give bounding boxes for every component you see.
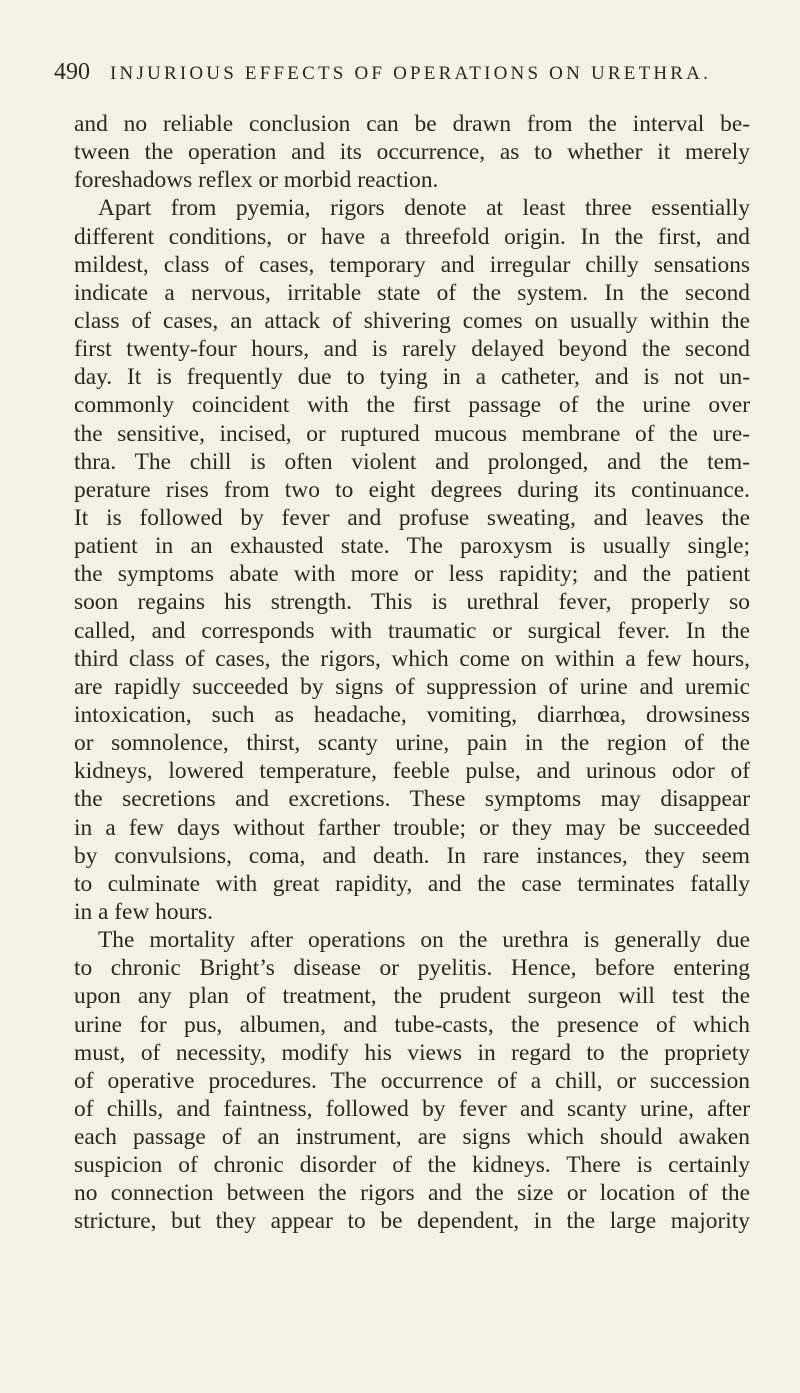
text-line: each passage of an instrument, are signs which should awaken [74,1124,750,1151]
text-line: the symptoms abate with more or less rapidity; and the patient [74,561,750,588]
text-line: day. It is frequently due to tying in a catheter, and is not un- [74,364,750,391]
running-title: INJURIOUS EFFECTS OF OPERATIONS ON URETHRA. [110,63,712,84]
text-line: perature rises from two to eight degrees during its continuance. [74,476,750,503]
text-line: foreshadows reflex or morbid reaction. [74,167,439,194]
text-line: by convulsions, coma, and death. In rare instances, they seem [74,842,750,869]
text-line: to culminate with great rapidity, and the case terminates fatally [74,870,750,897]
text-line: soon regains his strength. This is urethral fever, properly so [74,589,750,616]
text-line: the secretions and excretions. These symptoms may disappear [74,786,750,813]
text-line: stricture, but they appear to be dependent, in the large majority [74,1208,750,1235]
text-line: class of cases, an attack of shivering comes on usually within the [74,307,750,334]
text-line: indicate a nervous, irritable state of the system. In the second [74,279,750,306]
text-line: called, and corresponds with traumatic or surgical fever. In the [74,617,750,644]
text-line: must, of necessity, modify his views in regard to the propriety [74,1039,750,1066]
text-line: in a few hours. [74,898,214,925]
text-line: and no reliable conclusion can be drawn from the interval be- [74,111,750,137]
page-number: 490 [54,59,90,85]
text-line: patient in an exhausted state. The paroxysm is usually single; [74,533,750,560]
text-line: upon any plan of treatment, the prudent surgeon will test the [74,983,750,1010]
text-line: first twenty-four hours, and is rarely delayed beyond the second [74,336,750,363]
text-line: different conditions, or have a threefold origin. In the first, and [74,223,750,250]
text-line: urine for pus, albumen, and tube-casts, the presence of which [74,1011,750,1038]
text-line: tween the operation and its occurrence, as to whether it merely [74,139,750,166]
text-line: mildest, class of cases, temporary and irregular chilly sensations [74,251,750,278]
running-head [54,56,774,88]
text-line: to chronic Bright’s disease or pyelitis. Hence, before entering [74,955,750,982]
text-line: of chills, and faintness, followed by fever and scanty urine, after [74,1095,750,1122]
text-line: of operative procedures. The occurrence of a chill, or succession [74,1067,750,1094]
text-line: intoxication, such as headache, vomiting, diarrhœa, drowsiness [74,701,750,728]
text-line: suspicion of chronic disorder of the kidneys. There is certainly [74,1152,750,1179]
text-line: commonly coincident with the first passage of the urine over [74,392,750,419]
text-line: or somnolence, thirst, scanty urine, pain in the region of the [74,730,750,757]
text-line: Apart from pyemia, rigors denote at least three essentially [98,195,750,222]
body-text [74,110,750,1236]
text-line: thra. The chill is often violent and prolonged, and the tem- [74,448,750,475]
text-line: the sensitive, incised, or ruptured mucous membrane of the ure- [74,420,750,447]
text-line: are rapidly succeeded by signs of suppression of urine and uremic [74,673,750,700]
text-line: The mortality after operations on the urethra is generally due [98,927,750,954]
text-line: kidneys, lowered temperature, feeble pulse, and urinous odor of [74,758,750,785]
text-line: third class of cases, the rigors, which come on within a few hours, [74,645,750,672]
text-line: in a few days without farther trouble; or they may be succeeded [74,814,750,841]
text-line: It is followed by fever and profuse sweating, and leaves the [74,504,750,531]
text-line: no connection between the rigors and the size or location of the [74,1180,750,1207]
